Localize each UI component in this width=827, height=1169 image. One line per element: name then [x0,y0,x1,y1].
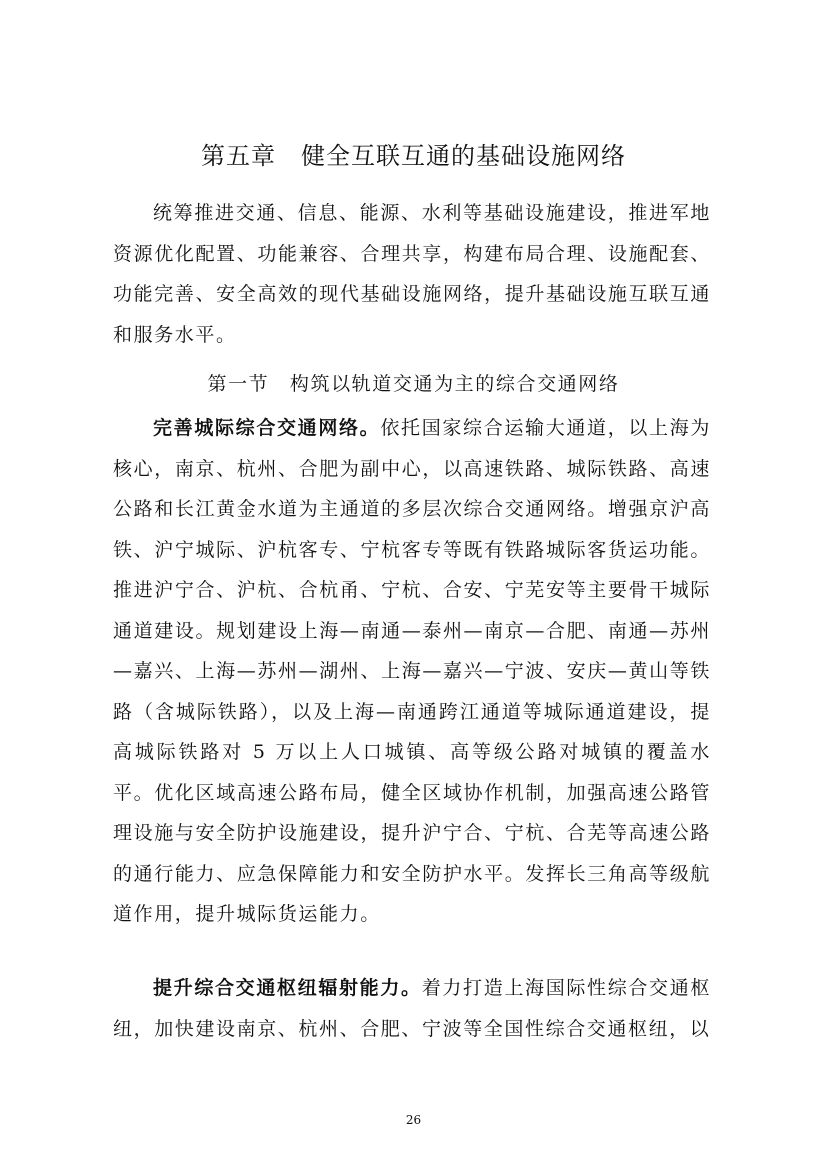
chapter-title: 第五章 健全互联互通的基础设施网络 [201,142,626,170]
paragraph-body: 依托国家综合运输大通道，以上海为核心，南京、杭州、合肥为副中心，以高速铁路、城际铁路、高速公路和长江黄金水道为主通道的多层次综合交通网络。增强京沪高铁、沪宁城际、沪杭客专、宁杭客专等既有铁路城际客货运功能。推进沪宁合、沪杭、合杭甬、宁杭、合安、宁芜安等主要骨干城际通道建设。规划建设上海—南通—泰州—南京—合肥、南通—苏州—嘉兴、上海—苏州—湖州、上海—嘉兴—宁波、安庆—黄山等铁路（含城际铁路），以及上海—南通跨江通道等城际通道建设，提高城际铁路对 5 万以上人口城镇、高等级公路对城镇的覆盖水平。优化区域高速公路布局，健全区域协作机制，加强高速公路管理设施与安全防护设施建设，提升沪宁合、宁杭、合芜等高速公路的通行能力、应急保障能力和安全防护水平。发挥长三角高等级航道作用，提升城际货运能力。 [113,417,711,925]
paragraph-body: 着力打造上海国际性综合交通枢纽，加快建设南京、杭州、合肥、宁波等全国性综合交通枢纽，以 [113,977,711,1040]
page-number: 26 [405,1113,422,1127]
paragraph-lead: 完善城际综合交通网络。 [153,417,381,439]
intro-paragraph: 统筹推进交通、信息、能源、水利等基础设施建设，推进军地资源优化配置、功能兼容、合理共享，构建布局合理、设施配套、功能完善、安全高效的现代基础设施网络，提升基础设施互联互通和服务水平。 [113,202,711,346]
paragraph-intercity-network [113,408,711,935]
paragraph-lead: 提升综合交通枢纽辐射能力。 [153,977,422,999]
paragraph-hub-radiation [113,968,711,1049]
section-title: 第一节 构筑以轨道交通为主的综合交通网络 [207,373,620,395]
